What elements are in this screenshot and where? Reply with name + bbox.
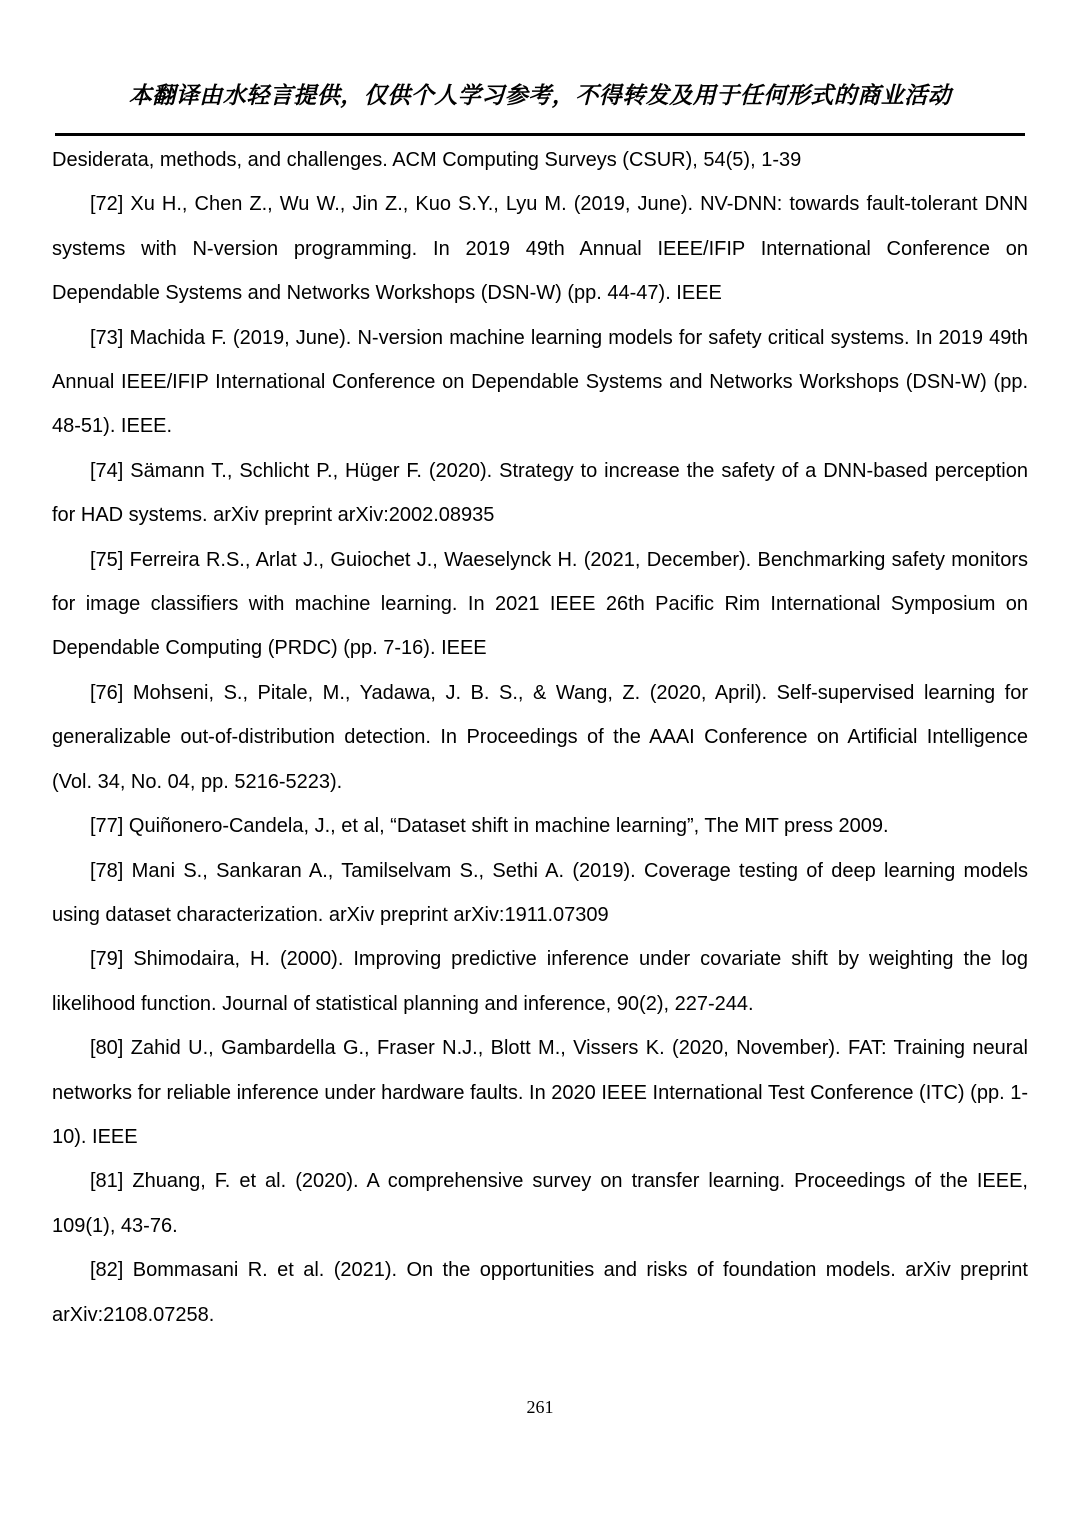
reference-paragraph: [80] Zahid U., Gambardella G., Fraser N.J., Blott M., Vissers K. (2020, November). FAT: Training neural networks for reliable inference under hardware faults. In 2020 IEEE International Test Conference (ITC) (pp. 1-10). IEEE	[52, 1037, 1028, 1148]
reference-paragraph: [72] Xu H., Chen Z., Wu W., Jin Z., Kuo S.Y., Lyu M. (2019, June). NV-DNN: towards fault-tolerant DNN systems with N-version programming. In 2019 49th Annual IEEE/IFIP International Conference on Dependable Systems and Networks Workshops (DSN-W) (pp. 44-47). IEEE	[52, 193, 1028, 305]
reference-paragraph: [81] Zhuang, F. et al. (2020). A comprehensive survey on transfer learning. Proceedings of the IEEE, 109(1), 43-76.	[52, 1170, 1028, 1237]
references-section	[52, 136, 1028, 1337]
references-list	[52, 182, 1028, 1337]
continuation-paragraph: Desiderata, methods, and challenges. ACM Computing Surveys (CSUR), 54(5), 1-39	[52, 149, 802, 171]
reference-paragraph: [82] Bommasani R. et al. (2021). On the opportunities and risks of foundation models. arXiv preprint arXiv:2108.07258.	[52, 1259, 1028, 1326]
translation-notice: 本翻译由水轻言提供，仅供个人学习参考，不得转发及用于任何形式的商业活动	[128, 82, 952, 108]
reference-paragraph: [78] Mani S., Sankaran A., Tamilselvam S., Sethi A. (2019). Coverage testing of deep learning models using dataset characterization. arXiv preprint arXiv:1911.07309	[52, 859, 1028, 926]
reference-paragraph: [77] Quiñonero-Candela, J., et al, “Dataset shift in machine learning”, The MIT press 2009.	[90, 815, 889, 838]
reference-paragraph: [74] Sämann T., Schlicht P., Hüger F. (2020). Strategy to increase the safety of a DNN-based perception for HAD systems. arXiv preprint arXiv:2002.08935	[52, 459, 1028, 527]
reference-paragraph: [75] Ferreira R.S., Arlat J., Guiochet J., Waeselynck H. (2021, December). Benchmarking safety monitors for image classifiers with machine learning. In 2021 IEEE 26th Pacific Rim International Symposium on Dependable Computing (PRDC) (pp. 7-16). IEEE	[52, 548, 1028, 660]
reference-paragraph: [79] Shimodaira, H. (2000). Improving predictive inference under covariate shift by weighting the log likelihood function. Journal of statistical planning and inference, 90(2), 227-244.	[52, 948, 1028, 1015]
page-number: 261	[526, 1397, 554, 1417]
reference-paragraph: [76] Mohseni, S., Pitale, M., Yadawa, J. B. S., & Wang, Z. (2020, April). Self-supervised learning for generalizable out-of-distribution detection. In Proceedings of the AAAI Conference on Artificial Intelligence (Vol. 34, No. 04, pp. 5216-5223).	[52, 681, 1028, 793]
reference-paragraph: [73] Machida F. (2019, June). N-version machine learning models for safety critical systems. In 2019 49th Annual IEEE/IFIP International Conference on Dependable Systems and Networks Workshops (DSN-W) (pp. 48-51). IEEE.	[52, 326, 1028, 438]
